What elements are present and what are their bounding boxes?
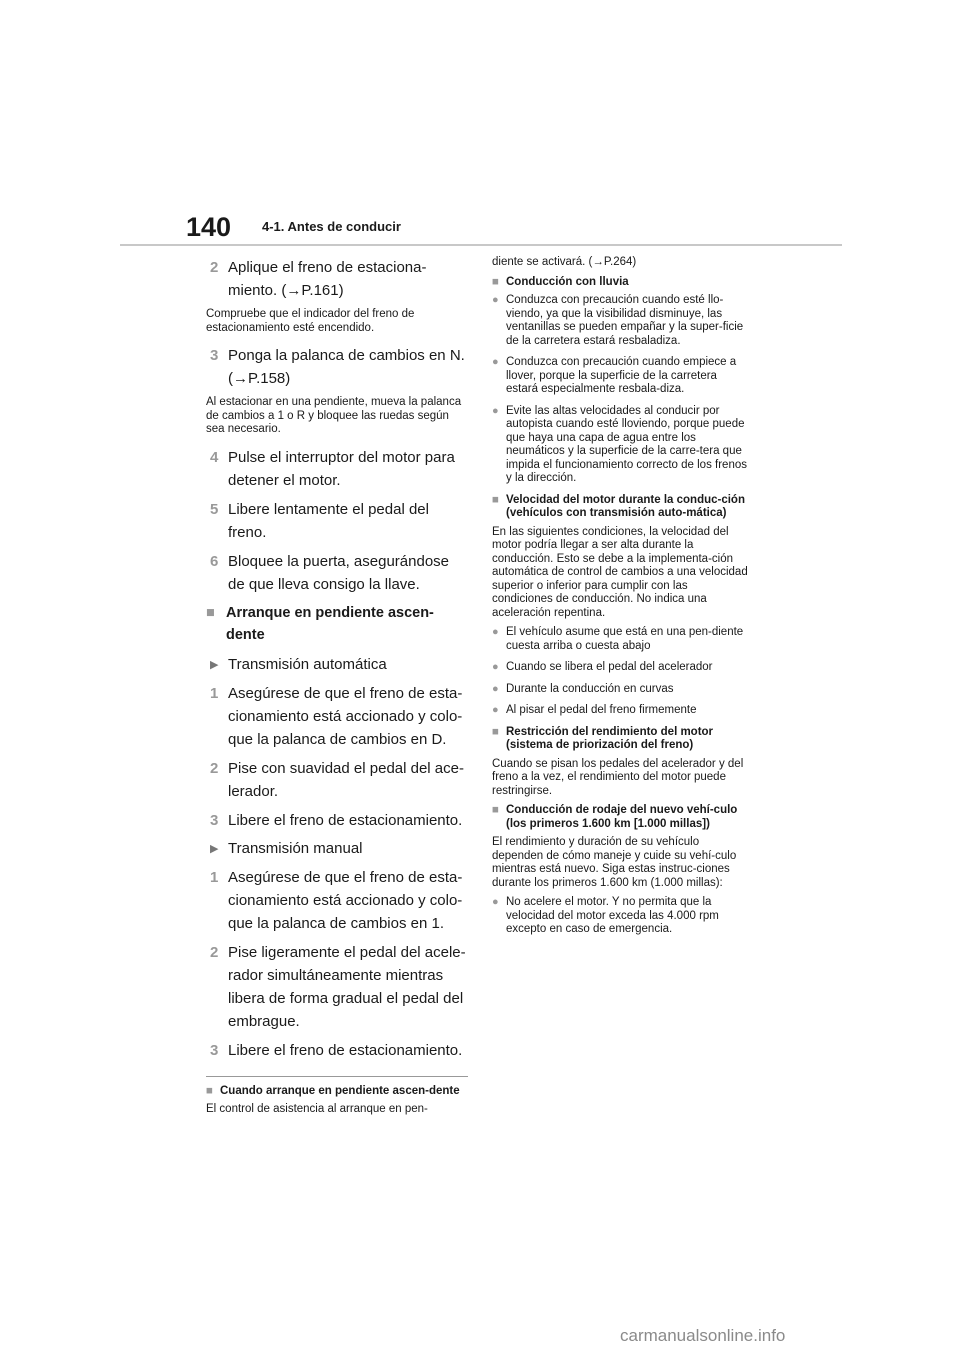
info-heading-text: Conducción con lluvia: [506, 275, 629, 288]
info-heading-text: Velocidad del motor durante la conduc-ción (vehículos con transmisión auto-mática): [506, 493, 745, 519]
bullet-item: [492, 405, 750, 486]
step-item: [206, 941, 468, 1033]
step-text: Bloquee la puerta, asegurándose de que lleva consigo la llave.: [228, 552, 450, 593]
square-bullet-icon: ■: [492, 493, 499, 506]
bullet-item: [492, 294, 750, 348]
subheading: [206, 838, 468, 860]
step-item: [206, 866, 468, 935]
info-heading-text: Conducción de rodaje del nuevo vehí-culo (los primeros 1.600 km [1.000 millas]): [506, 804, 738, 830]
step-text: Asegúrese de que el freno de esta-cionamiento está accionado y colo-que la palanca de cambios en 1.: [228, 868, 463, 932]
step-item: [206, 1039, 468, 1062]
step-number: 2: [210, 259, 219, 276]
section-title: 4-1. Antes de conducir: [262, 219, 401, 234]
step-number: 3: [210, 1041, 219, 1059]
square-bullet-icon: ■: [206, 1084, 213, 1097]
bullet-text: No acelere el motor. Y no permita que la velocidad del motor exceda las 4.000 rpm excepto en caso de emergencia.: [506, 896, 719, 935]
info-heading: [206, 1085, 468, 1099]
square-bullet-icon: ■: [206, 604, 215, 621]
info-heading: [492, 804, 750, 831]
step-item: [206, 498, 468, 544]
step-text: Aplique el freno de estaciona-miento. (→P.161): [228, 259, 427, 299]
watermark: carmanualsonline.info: [620, 1326, 786, 1345]
section-heading-text: Arranque en pendiente ascen-dente: [226, 604, 434, 643]
bullet-text: Conduzca con precaución cuando empiece a llover, porque la superficie de la carretera estará especialmente resbala-diza.: [506, 356, 737, 395]
bullet-item: [492, 683, 750, 697]
step-number: 2: [210, 759, 219, 777]
step-number: 5: [210, 500, 219, 518]
step-number: 3: [210, 347, 219, 364]
subheading: [206, 654, 468, 676]
step-note: Compruebe que el indicador del freno de estacionamiento esté encendido.: [206, 308, 415, 334]
step-text: Libere el freno de estacionamiento.: [228, 1041, 463, 1059]
bullet-text: Conduzca con precaución cuando esté llo-viendo, ya que la visibilidad disminuye, las ventanillas se pueden empañar y la super-ficie de la carretera estará resbaladiza.: [506, 294, 744, 347]
info-text: En las siguientes condiciones, la velocidad del motor podría llegar a ser alta durante la conducción. Esto se debe a la implementa-ción automática de control de cambios a una velocidad superior o inferior para cumplir con las condiciones de conducción. No indica una aceleración repentina.: [492, 525, 748, 619]
step-number: 3: [210, 811, 219, 829]
step-item: [206, 809, 468, 832]
step-number: 4: [210, 448, 219, 466]
step-text: Pise con suavidad el pedal del ace-lerador.: [228, 759, 464, 800]
subheading-text: Transmisión automática: [228, 655, 387, 673]
step-number: 1: [210, 684, 219, 702]
page-header: [0, 0, 960, 250]
step-item: [206, 344, 468, 390]
info-heading: [492, 494, 750, 521]
bullet-text: Cuando se libera el pedal del acelerador: [506, 661, 713, 673]
bullet-item: [492, 661, 750, 675]
subheading-text: Transmisión manual: [228, 839, 363, 857]
square-bullet-icon: ■: [492, 804, 499, 816]
info-heading: [492, 726, 750, 753]
step-item: [206, 550, 468, 596]
bullet-item: [492, 626, 750, 653]
bullet-text: Al pisar el pedal del freno firmemente: [506, 704, 697, 716]
info-heading: [492, 276, 750, 290]
step-note: Al estacionar en una pendiente, mueva la palanca de cambios a 1 o R y bloquee las ruedas según sea necesario.: [206, 396, 462, 435]
info-text: El rendimiento y duración de su vehículo dependen de cómo maneje y cuide su vehí-culo mientras está nuevo. Siga estas instruc-ciones durante los primeros 1.600 km (1.000 millas):: [492, 836, 737, 889]
step-text: Asegúrese de que el freno de esta-cionamiento está accionado y colo-que la palanca de cambios en D.: [228, 684, 463, 748]
circle-bullet-icon: ●: [492, 404, 499, 417]
bullet-item: [492, 356, 750, 397]
bullet-text: El vehículo asume que está en una pen-diente cuesta arriba o cuesta abajo: [506, 626, 744, 652]
section-divider: [206, 1076, 468, 1077]
step-number: 2: [210, 943, 219, 961]
step-text: Libere lentamente el pedal del freno.: [228, 500, 429, 541]
step-text: Pise ligeramente el pedal del acele-rador simultáneamente mientras libera de forma gradual el pedal del embrague.: [228, 943, 466, 1030]
circle-bullet-icon: ●: [492, 661, 499, 673]
info-heading-text: Cuando arranque en pendiente ascen-dente: [220, 1084, 460, 1097]
step-item: [206, 757, 468, 803]
triangle-bullet-icon: ▶: [210, 842, 219, 855]
info-text: Cuando se pisan los pedales del acelerador y del freno a la vez, el rendimiento del motor puede restringirse.: [492, 757, 744, 797]
step-text: Libere el freno de estacionamiento.: [228, 811, 463, 829]
info-text: El control de asistencia al arranque en pen-: [206, 1103, 428, 1115]
right-column: [492, 256, 750, 945]
step-number: 6: [210, 552, 219, 570]
square-bullet-icon: ■: [492, 725, 499, 738]
square-bullet-icon: ■: [492, 275, 499, 288]
circle-bullet-icon: ●: [492, 356, 499, 368]
left-column: [206, 256, 468, 1123]
bullet-item: [492, 704, 750, 718]
bullet-text: Evite las altas velocidades al conducir por autopista cuando esté lloviendo, porque puede que haya una capa de agua entre los neumáticos y la superficie de la carre-tera que impida el funcionamiento correcto de los frenos y la dirección.: [506, 404, 747, 484]
circle-bullet-icon: ●: [492, 626, 499, 638]
info-text: diente se activará. (→P.264): [492, 256, 637, 268]
bullet-item: [492, 896, 750, 937]
step-text: Pulse el interruptor del motor para detener el motor.: [228, 448, 455, 489]
circle-bullet-icon: ●: [492, 896, 499, 908]
step-item: [206, 682, 468, 751]
circle-bullet-icon: ●: [492, 682, 499, 695]
info-heading-text: Restricción del rendimiento del motor (sistema de priorización del freno): [506, 725, 714, 751]
step-item: [206, 446, 468, 492]
step-text: Ponga la palanca de cambios en N. (→P.158): [228, 347, 465, 387]
bullet-text: Durante la conducción en curvas: [506, 682, 674, 695]
section-heading: [206, 602, 468, 646]
circle-bullet-icon: ●: [492, 704, 499, 716]
circle-bullet-icon: ●: [492, 294, 499, 306]
triangle-bullet-icon: ▶: [210, 658, 219, 671]
page-number: 140: [186, 212, 232, 242]
step-number: 1: [210, 868, 219, 886]
step-item: [206, 256, 468, 302]
header-rule: [120, 244, 842, 246]
